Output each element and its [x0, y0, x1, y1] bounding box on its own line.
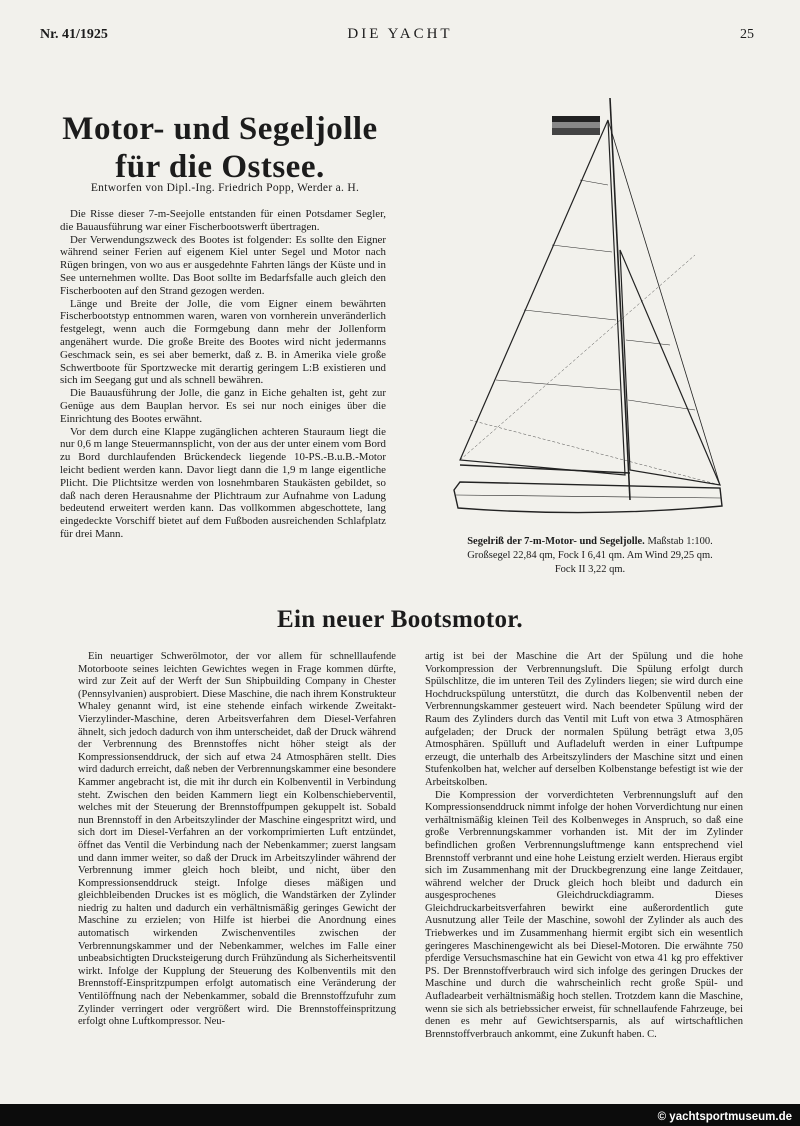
jib-outline — [620, 250, 720, 485]
watermark-text: © yachtsportmuseum.de — [657, 1111, 792, 1123]
article1-paragraph: Länge und Breite der Jolle, die vom Eigner einem bewährten Fischerbootstyp entnommen waren, waren von vornherein unveränderlich festgelegt, wenn auch die Formgebung dann mehr der Jollenform angenähert wurde. Die große Breite des Bootes wird nicht jedermanns Geschmack sein, es sei aber bemerkt, daß z. B. in Amerika viele große Schwertboote für Sportzwecke mit derartig geringem L:B existieren und sich im Seegang gut und als schnell bewähren. — [60, 297, 386, 387]
figure-caption-line1 — [400, 535, 780, 549]
article1-paragraph: Die Risse dieser 7-m-Seejolle entstanden für einen Potsdamer Segler, die Bauausführung war einer Fischerbootswerft übertragen. — [60, 208, 386, 233]
article1-title-line1: Motor- und Segeljolle — [62, 111, 378, 147]
magazine-title: DIE YACHT — [347, 26, 453, 42]
mainsail-outline — [460, 120, 625, 475]
flag-stripe-bottom — [552, 128, 600, 135]
figure-caption-line2: Großsegel 22,84 qm, Fock I 6,41 qm. Am Wind 29,25 qm. — [467, 550, 713, 561]
article1-paragraph: Die Bauausführung der Jolle, die ganz in Eiche gehalten ist, geht zur Genüge aus dem Bauplan hervor. Es sei nur noch einiges über die Einrichtung des Bootes erwähnt. — [60, 387, 386, 425]
boom-line — [460, 465, 630, 473]
flag-stripe-top — [552, 116, 600, 122]
figure-caption-title: Segelriß der 7-m-Motor- und Segeljolle. — [467, 536, 645, 547]
article1-authors: Entworfen von Dipl.-Ing. Friedrich Popp, Werder a. H. — [90, 182, 360, 194]
figure-caption-scale: Maßstab 1:100. — [647, 536, 713, 547]
footer-bar — [0, 1104, 800, 1126]
article2-title: Ein neuer Bootsmotor. — [277, 606, 523, 633]
flag-stripe-middle — [552, 122, 600, 128]
article2-column-right — [425, 651, 743, 1041]
article2-paragraph: Ein neuartiger Schwerölmotor, der vor allem für schnelllaufende Motorboote seines leichten Gewichtes wegen in Frage kommen dürfte, wird zur Zeit auf der Werft der Sun Shipbuilding Company in Chester (Pennsylvanien) ausprobiert. Diese Maschine, die nach ihrem Konstrukteur Whaley genannt wird, ist eine stehende einfach wirkende Zweitakt-Vierzylinder-Maschine, deren Arbeitsverfahren dem Diesel-Verfahren ähnelt, sich jedoch dadurch von ihm unterscheidet, daß der Druck während der Verbrennung des Brennstoffes nicht höher steigt als der Kompressionsenddruck, der sich auf etwa 24 Atmosphären stellt. Dies wird dadurch erreicht, daß neben der Verbrennungskammer eine besondere Kammer angebracht ist, die mit ihr durch ein Kolbenventil in Verbindung steht. Zwischen den beiden Kammern liegt ein Kolbenschieberventil, welches mit der Steuerung der Brennstoffpumpen gekuppelt ist. Sobald nun Brennstoff in den Arbeitszylinder der Maschine eingespritzt wird, und sich dort im Diesel-Verfahren an der vorkomprimierten Luft entzündet, öffnet das Ventil die Verbindung nach der Nebenkammer; zuerst langsam und dann immer weiter, so daß der Druck im Arbeitszylinder während der Verbrennung immer gleich hoch bleibt, und nicht, über den Kompressionsenddruck steigt. Infolge dieses mäßigen und gleichbleibenden Druckes ist es möglich, die Wandstärken der Zylinder niedrig zu halten und dadurch ein verhältnismäßig geringes Gewicht der Maschine zu erzielen; von Hilfe ist hierbei die Anordnung eines automatisch wirkenden Zwischenventiles zwischen der Verbrennungskammer und der Nebenkammer, welches im Falle einer unbeabsichtigten Drucksteigerung durch Frühzündung als Sicherheitsventil wirkt. Infolge der Kupplung der Steuerung des Kolbenventils mit den Brennstoff-Einspritzpumpen erfolgt automatisch eine Veränderung der Ventilöffnung nach der Nebenkammer, sobald die Brennstoffzufuhr zum Zylinder verringert oder vergrößert wird. Die Brennstoffeinspritzung erfolgt ohne Luftkompressor. Neu- — [78, 651, 396, 1028]
sail-plan-drawing — [440, 90, 740, 530]
article1-paragraph: Vor dem durch eine Klappe zugänglichen achteren Stauraum liegt die nur 0,6 m lange Steuermannsplicht, von der aus der unter einem vom Bord zu Bord durchlaufenden Brückendeck liegende 10-PS.-B.u.B.-Motor leicht bedient werden kann. Davor liegt dann die 1,9 m lange eigentliche Plicht. Die Plichtsitze werden von losnehmbaren Staukästen gebildet, so daß nach deren Herausnahme der Plichtraum zur Aufnahme von Ladung bedeutend erweitert werden kann. Das vollkommen abgeschottete, lang eingedeckte Vorschiff bietet auf dem Fußboden ausreichenden Schlafplatz für drei Mann. — [60, 425, 386, 540]
article1-title-line2: für die Ostsee. — [115, 149, 325, 185]
forestay-line — [608, 120, 720, 485]
figure-caption-line3: Fock II 3,22 qm. — [554, 564, 626, 575]
figure-caption — [400, 535, 780, 577]
article2-column-left — [78, 651, 396, 1029]
article1-body — [60, 208, 386, 541]
article1-paragraph: Der Verwendungszweck des Bootes ist folgender: Es sollte den Eigner während seiner Ferien auf eigenem Kiel unter Segel und Motor nach Rügen bringen, von wo aus er ausgedehnte Fahrten längs der Küste und in See unternehmen wollte. Das Boot sollte im Bedarfsfalle auch gleich den Fischerbooten auf den Strand gezogen werden. — [60, 233, 386, 297]
article2-paragraph: artig ist bei der Maschine die Art der Spülung und die hohe Vorkompression der Verbrennungsluft. Die Spülung erfolgt durch Spülschlitze, die im unteren Teil des Zylinders liegen; sie wird durch eine Hochdruckspülung unterstützt, die durch das Kolbenventil neben der Verbrennungskammer gesteuert wird. Nach beendeter Spülung wird der Raum des Zylinders durch das Ventil mit Luft von etwa 3 Atmosphären aufgeladen; der Druck der normalen Spülung beträgt etwa 3,05 Atmosphären. Spülluft und Aufladeluft werden in einer Luftpumpe erzeugt, die unterhalb des Arbeitszylinders der Maschine sitzt und einen Stufenkolben hat, welcher auf derselben Kolbenstange befestigt ist wie der Arbeitskolben. — [425, 651, 743, 788]
article2-paragraph: Die Kompression der vorverdichteten Verbrennungsluft auf den Kompressionsenddruck nimmt infolge der hohen Vorverdichtung nur einen verhältnismäßig kleinen Teil des Kolbenweges in Anspruch, so daß eine große Verbrennungskammer vorhanden ist. Mit der im Zylinder befindlichen großen Verbrennungsluftmenge kann entsprechend viel Brennstoff verbrannt und eine hohe Leistung erzielt werden. Hieraus ergibt sich im Zusammenhang mit der Druckbegrenzung eine lange Zeitdauer, während welcher der Druck gleich hoch bleibt und dadurch ein ausgesprochenes Gleichdruckdiagramm. Dieses Gleichdruckarbeitsverfahren bewirkt eine außerordentlich gute Ausnutzung aller Teile der Maschine, sowohl der Zylinder als auch des Triebwerkes und im Zusammenhang hiermit ergibt sich ein wesentlich geringeres Maschinengewicht als bei Diesel-Motoren. Die erwähnte 750 pferdige Versuchsmaschine hat ein Gewicht von etwa 41 kg pro effektiver PS. Der Brennstoffverbrauch wird sich infolge des geringen Druckes der Maschine und durch die wahrscheinlich recht große Spül- und Aufladearbeit verhältnismäßig hoch stellen. Trotzdem kann die Maschine, wenn sie sich als betriebssicher erweist, für schnellaufende Fahrzeuge, bei denen es mehr auf Gewichtsersparnis, als auf wirtschaftlichen Brennstoffverbrauch ankommt, eine Zukunft haben. C. — [425, 789, 743, 1040]
page-number: 25 — [740, 27, 754, 42]
article1-title — [40, 110, 400, 186]
issue-number: Nr. 41/1925 — [40, 27, 108, 42]
